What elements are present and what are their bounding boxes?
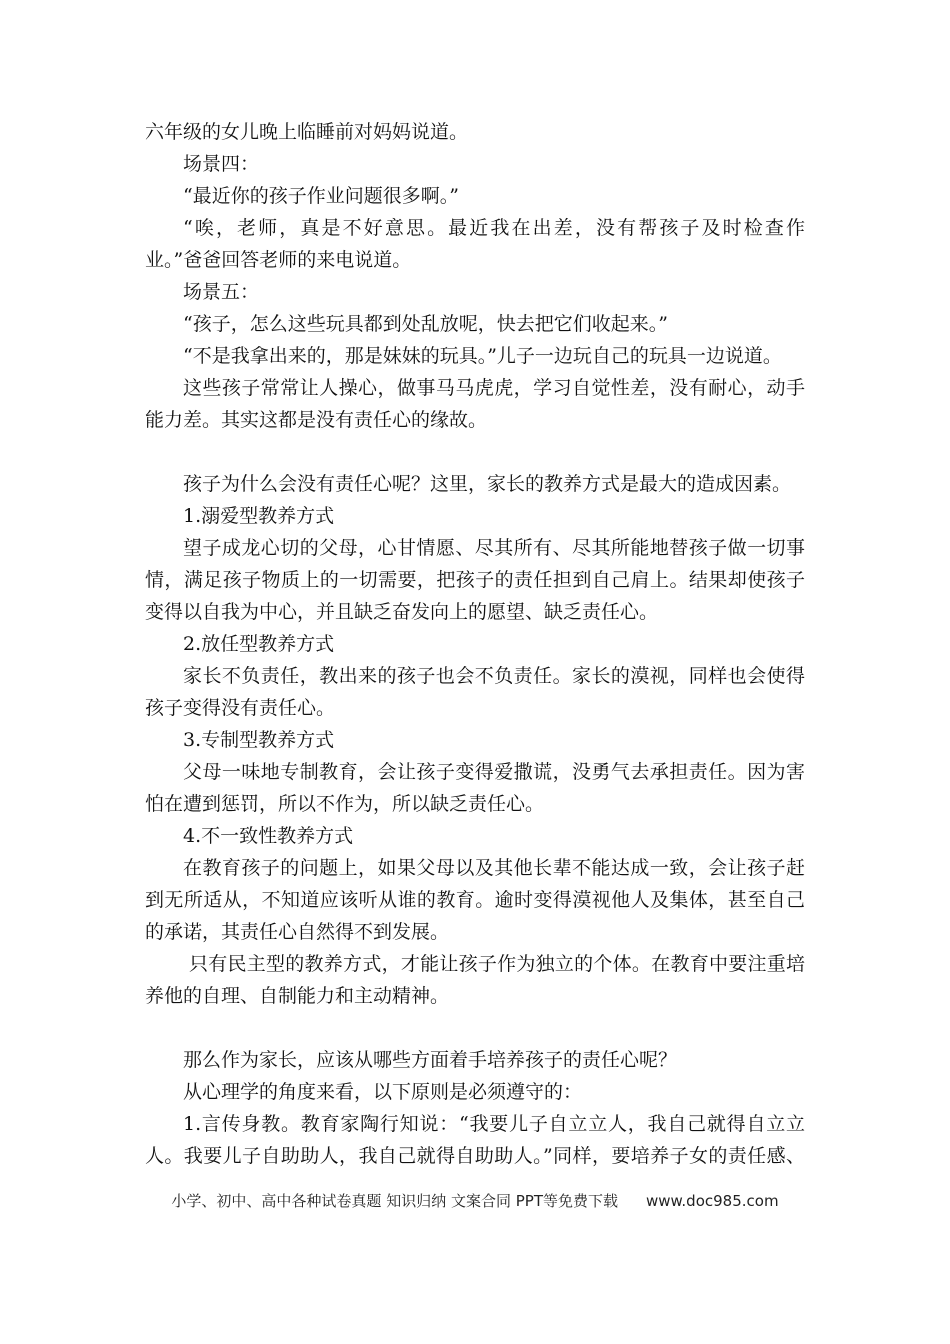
section-heading: 2.放任型教养方式 [183,633,335,655]
text-span: “唉，老师，真是不好意思。最近我在出差，没有帮孩子及时检查作 [183,217,805,239]
page-footer [0,1190,950,1211]
text-line: 怕在遭到惩罚，所以不作为，所以缺乏责任心。 [145,793,545,815]
text-line [145,660,805,692]
text-line [145,532,805,564]
text-line: “孩子，怎么这些玩具都到处乱放呢，快去把它们收起来。” [183,313,668,335]
text-span: 只有民主型的教养方式，才能让孩子作为独立的个体。在教育中要注重培 [189,953,805,975]
text-line: 孩子变得没有责任心。 [145,697,336,719]
section-heading: 4.不一致性教养方式 [183,825,354,847]
text-span: 1.言传身教。教育家陶行知说：“我要儿子自立立人，我自己就得自立立 [183,1113,805,1135]
text-line: 养他的自理、自制能力和主动精神。 [145,985,450,1007]
text-span: 到无所适从，不知道应该听从谁的教育。逾时变得漠视他人及集体，甚至自己 [145,889,805,911]
text-span: 父母一味地专制教育，会让孩子变得爱撒谎，没勇气去承担责任。因为害 [183,761,805,783]
text-line: “不是我拿出来的，那是妹妹的玩具。”儿子一边玩自己的玩具一边说道。 [183,345,782,367]
text-line [145,212,805,244]
text-line [145,1140,805,1172]
text-line [145,756,805,788]
text-span: 家长不负责任，教出来的孩子也会不负责任。家长的漠视，同样也会使得 [183,665,805,687]
text-span: 这些孩子常常让人操心，做事马马虎虎，学习自觉性差，没有耐心，动手 [183,377,805,399]
footer-text: 小学、初中、高中各种试卷真题 知识归纳 文案合同 PPT等免费下载 [171,1192,618,1210]
text-line: 能力差。其实这都是没有责任心的缘故。 [145,409,488,431]
paragraph-gap [145,1012,805,1044]
text-line [145,564,805,596]
text-line [145,948,805,980]
text-span: 情，满足孩子物质上的一切需要，把孩子的责任担到自己肩上。结果却使孩子 [145,569,805,591]
text-line: 六年级的女儿晚上临睡前对妈妈说道。 [145,121,469,143]
document-body [145,116,805,1172]
section-heading: 1.溺爱型教养方式 [183,505,335,527]
text-line: 孩子为什么会没有责任心呢？这里，家长的教养方式是最大的造成因素。 [183,473,792,495]
text-line [145,852,805,884]
text-line [145,1108,805,1140]
text-span: 望子成龙心切的父母，心甘情愿、尽其所有、尽其所能地替孩子做一切事 [183,537,805,559]
text-line: 从心理学的角度来看，以下原则是必须遵守的： [183,1081,583,1103]
text-line: 的承诺，其责任心自然得不到发展。 [145,921,450,943]
text-line: 业。”爸爸回答老师的来电说道。 [145,249,412,271]
text-line [145,884,805,916]
section-heading: 3.专制型教养方式 [183,729,335,751]
text-line: “最近你的孩子作业问题很多啊。” [183,185,459,207]
text-span: 人。我要儿子自助助人，我自己就得自助助人。”同样，要培养子女的责任感、 [145,1145,805,1167]
text-line: 变得以自我为中心，并且缺乏奋发向上的愿望、缺乏责任心。 [145,601,659,623]
paragraph-gap [145,436,805,468]
text-span: 在教育孩子的问题上，如果父母以及其他长辈不能达成一致，会让孩子赶 [183,857,805,879]
text-line [145,372,805,404]
footer-site-link[interactable]: www.doc985.com [645,1192,779,1210]
scene-heading: 场景五： [183,281,260,303]
text-line: 那么作为家长，应该从哪些方面着手培养孩子的责任心呢？ [183,1049,678,1071]
scene-heading: 场景四： [183,153,260,175]
